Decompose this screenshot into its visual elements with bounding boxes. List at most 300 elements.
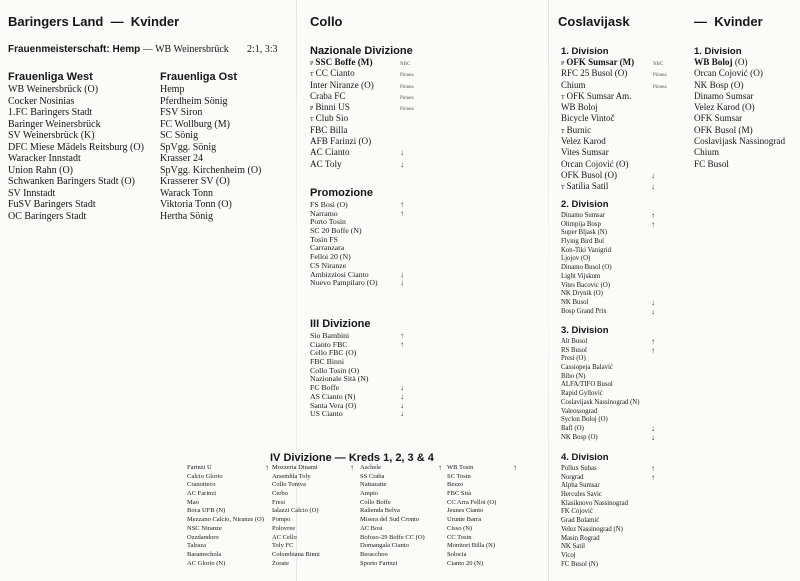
team-name: Masin Rograd	[561, 534, 600, 542]
team-entry	[310, 91, 420, 102]
team-entry	[187, 534, 267, 543]
team-name: AC Cianto	[310, 147, 350, 158]
team-name: AC Glorio (N)	[187, 559, 226, 567]
team-entry	[561, 125, 661, 136]
team-name: Velez Karod (O)	[694, 102, 755, 113]
team-name: Olimpija Bosp	[561, 220, 601, 228]
team-entry	[447, 525, 519, 534]
team-entry	[8, 142, 144, 154]
team-name: Mozzeria Dinami	[272, 464, 318, 471]
team-suffix: (O)	[732, 57, 748, 67]
team-entry	[8, 153, 144, 165]
team-name: AC Cello	[272, 533, 297, 541]
team-entry	[561, 354, 661, 363]
promotion-arrow-icon: ↑	[400, 339, 404, 349]
team-entry	[8, 107, 144, 119]
team-entry	[561, 415, 661, 424]
team-entry	[694, 159, 785, 170]
team-name: NK Bosp (O)	[561, 433, 598, 441]
team-entry	[160, 199, 261, 211]
team-name: Colombiana Binni	[272, 550, 320, 558]
team-name: Sio Bambini	[310, 331, 350, 340]
team-entry	[360, 551, 440, 560]
team-name: Tosin FS	[310, 234, 338, 244]
team-entry	[272, 534, 352, 543]
team-entry	[187, 490, 267, 499]
team-entry	[310, 278, 410, 287]
team-name: AC Toly	[310, 158, 342, 169]
team-entry	[447, 551, 519, 560]
team-entry	[187, 464, 267, 473]
team-entry	[694, 125, 785, 136]
team-entry	[272, 464, 352, 473]
team-entry	[8, 96, 144, 108]
team-entry	[310, 357, 410, 366]
team-entry	[561, 181, 661, 192]
team-entry	[447, 507, 519, 516]
team-entry	[8, 211, 144, 223]
coslavijask-header: Coslavijask	[558, 14, 630, 29]
relegation-arrow-icon: ↓	[651, 306, 655, 316]
team-name: Orcan Cojović (O)	[694, 68, 763, 79]
page-fold	[548, 0, 549, 581]
team-entry	[360, 507, 440, 516]
frauenliga-ost-title: Frauenliga Ost	[160, 71, 238, 83]
team-entry	[561, 228, 661, 237]
relegation-arrow-icon: ↓	[651, 182, 655, 192]
team-name: Ambizziosi Cianto	[310, 269, 369, 279]
team-name: SV Innstadt	[8, 187, 56, 199]
collo-header: Collo	[310, 14, 343, 29]
team-entry	[187, 525, 267, 534]
team-name: SV Weinersbrück (K)	[8, 130, 95, 141]
team-entry	[272, 516, 352, 525]
team-name: Alpha Sumsar	[561, 482, 600, 490]
team-entry	[310, 125, 420, 136]
team-entry	[310, 217, 410, 226]
team-entry	[694, 91, 785, 102]
team-entry	[310, 374, 410, 383]
team-entry	[8, 188, 144, 200]
team-entry	[187, 551, 267, 560]
team-name: Cisso (N)	[447, 524, 473, 532]
team-note: Pinnea	[400, 95, 414, 101]
team-entry	[360, 464, 440, 473]
team-entry	[310, 383, 410, 392]
team-name: Kon-Tiki Vanigrid	[561, 246, 612, 254]
team-entry	[694, 57, 785, 68]
team-name: Cianto 20 (N)	[447, 559, 484, 567]
team-name: Baramechola	[187, 550, 222, 558]
relegation-arrow-icon: ↓	[400, 269, 404, 279]
team-entry	[8, 165, 144, 177]
team-name: Coslavijask Nassinograd (N)	[561, 398, 640, 406]
team-name: Syclon Boloj (O)	[561, 416, 608, 424]
team-name: Union Rahn (O)	[8, 164, 73, 176]
promotion-arrow-icon: ↑	[400, 331, 404, 340]
promotion-arrow-icon: ↑	[651, 211, 655, 220]
team-name: Cocker Nosinias	[8, 95, 75, 107]
team-name: Boca UFB (N)	[187, 507, 226, 515]
team-entry	[310, 80, 420, 91]
team-name: Collo Boffe	[360, 498, 391, 506]
team-name: AS Cianto (N)	[310, 391, 356, 401]
team-entry	[310, 68, 420, 79]
frauenmeisterschaft-line	[8, 44, 229, 55]
team-entry	[561, 398, 661, 407]
team-entry	[561, 551, 661, 560]
team-entry	[187, 516, 267, 525]
team-entry	[694, 113, 785, 124]
team-entry	[561, 237, 661, 246]
team-entry	[310, 348, 410, 357]
team-name: Santa Vera (O)	[310, 400, 357, 410]
team-prefix: P	[310, 106, 314, 113]
team-name: FC Busol	[694, 158, 729, 169]
team-entry	[447, 464, 519, 473]
team-name: Velez Nassinograd (N)	[561, 525, 623, 533]
team-name: Chium	[561, 79, 586, 90]
team-name: NK Bosp (O)	[694, 79, 744, 90]
team-entry	[561, 147, 661, 158]
team-entry	[360, 473, 440, 482]
relegation-arrow-icon: ↓	[400, 391, 404, 401]
frauenmeisterschaft-score: 2:1, 3:3	[247, 44, 278, 55]
team-name: Polovree	[272, 524, 296, 532]
team-entry	[8, 130, 144, 142]
team-entry	[272, 551, 352, 560]
team-entry	[561, 433, 661, 442]
team-entry	[187, 507, 267, 516]
promotion-arrow-icon: ↑	[400, 200, 404, 209]
team-prefix: T	[310, 72, 314, 79]
team-entry	[310, 261, 410, 270]
team-name: Ralienda Belva	[360, 507, 400, 515]
team-name: FS Bosi (O)	[310, 200, 348, 209]
team-name: WB Boloj	[694, 57, 733, 67]
team-entry	[561, 307, 661, 316]
team-entry	[310, 340, 410, 349]
team-entry	[187, 481, 267, 490]
team-name: Hertha Sönig	[160, 210, 214, 222]
team-name: Nazionale Sità (N)	[310, 374, 369, 384]
team-prefix: T	[561, 94, 565, 101]
terza-list	[310, 331, 410, 418]
team-entry	[447, 542, 519, 551]
team-entry	[272, 560, 352, 569]
team-entry	[561, 481, 661, 490]
team-name: NK Drynik (O)	[561, 290, 603, 298]
team-entry	[561, 246, 661, 255]
team-entry	[694, 68, 785, 79]
team-name: Misera del Sud Cronto	[360, 516, 420, 524]
relegation-arrow-icon: ↓	[400, 409, 404, 419]
team-name: FC Boffe	[310, 383, 340, 393]
team-name: Cerbo	[272, 490, 288, 498]
team-name: Burnic	[566, 124, 592, 135]
team-name: Binni US	[315, 102, 350, 113]
team-note: Pinnea	[400, 84, 414, 90]
team-name: AC Farinzi	[187, 490, 217, 498]
nazionale-list	[310, 57, 420, 170]
team-name: US Cianto	[310, 409, 343, 419]
team-name: FC Busol (N)	[561, 560, 599, 568]
team-entry	[561, 464, 661, 473]
team-name: Satilia Satil	[566, 181, 609, 192]
team-name: CC Arra Felloi (O)	[447, 498, 497, 506]
frauenliga-west-title: Frauenliga West	[8, 71, 93, 83]
team-name: OFK Sumsar (M)	[566, 57, 635, 67]
team-entry	[561, 424, 661, 433]
team-entry	[561, 211, 661, 220]
team-entry	[561, 473, 661, 482]
team-entry	[561, 159, 661, 170]
team-name: Dinamo Sumsar	[561, 212, 605, 219]
team-entry	[310, 331, 410, 340]
team-name: Orcan Cojović (O)	[561, 158, 629, 169]
team-name: Vites Sumsar	[561, 147, 609, 158]
team-entry	[310, 401, 410, 410]
team-entry	[561, 542, 661, 551]
team-entry	[561, 507, 661, 516]
team-entry	[561, 289, 661, 298]
team-entry	[561, 407, 661, 416]
team-name: Velez Karod	[561, 136, 606, 147]
team-name: Hemp	[160, 84, 185, 95]
kvinder-div1-title: 1. Division	[694, 46, 742, 57]
team-entry	[8, 199, 144, 211]
team-name: Nuevo Pampilaro (O)	[310, 278, 378, 288]
team-name: AFB Farinzi (O)	[310, 136, 372, 147]
team-entry	[272, 481, 352, 490]
team-entry	[561, 372, 661, 381]
team-name: NK Satil	[561, 543, 585, 551]
team-name: Pompo	[272, 516, 291, 524]
team-name: OFK Busol (M)	[694, 124, 753, 135]
team-name: Light Vijskum	[561, 272, 601, 280]
baringers-header: Baringers Land — Kvinder	[8, 14, 180, 29]
team-entry	[694, 80, 785, 91]
team-entry	[160, 176, 261, 188]
team-prefix: T	[561, 128, 565, 135]
promotion-arrow-icon: ↑	[265, 463, 269, 472]
team-entry	[160, 107, 261, 119]
team-entry	[561, 263, 661, 272]
team-name: Nattazatte	[360, 481, 387, 489]
team-entry	[561, 389, 661, 398]
team-name: Craba FC	[310, 90, 346, 101]
team-entry	[360, 499, 440, 508]
terza-title: III Divizione	[310, 318, 371, 330]
team-name: Pferdheim Sönig	[160, 95, 228, 107]
team-entry	[561, 57, 664, 68]
team-name: Ozzdandoro	[187, 533, 219, 541]
team-name: Viktoria Tonn (O)	[160, 199, 232, 210]
team-name: Mao	[187, 498, 199, 506]
team-name: FuSV Baringers Stadt	[8, 199, 96, 210]
team-entry	[561, 363, 661, 372]
team-entry	[160, 84, 261, 96]
team-entry	[360, 516, 440, 525]
team-entry	[310, 200, 410, 209]
team-entry	[360, 534, 440, 543]
team-name: Coslavijask Nassinograd	[694, 136, 786, 147]
team-name: WB Boloj	[561, 102, 598, 113]
kvinder-header: — Kvinder	[694, 14, 763, 29]
team-name: Zorate	[272, 559, 289, 567]
team-entry	[561, 254, 661, 263]
team-entry	[310, 136, 420, 147]
promotion-arrow-icon: ↑	[651, 472, 655, 482]
team-entry	[561, 337, 661, 346]
team-entry	[561, 170, 661, 181]
team-name: FBC Binni	[310, 357, 345, 367]
team-entry	[8, 119, 144, 131]
team-name: Solocia	[447, 550, 467, 558]
team-name: Sporto Farinzi	[360, 559, 398, 567]
team-entry	[160, 119, 261, 131]
nazionale-title: Nazionale Divizione	[310, 45, 413, 57]
team-name: Mezzano Calcio, Niranze (O)	[187, 516, 264, 524]
team-name: WB Tosin	[447, 464, 474, 471]
team-note: Pinnea	[653, 73, 667, 79]
team-entry	[187, 542, 267, 551]
quarta-col1	[187, 464, 267, 568]
team-entry	[447, 490, 519, 499]
team-name: Presi (O)	[561, 355, 586, 363]
team-name: Club Sio	[315, 113, 349, 124]
cos-div4-title: 4. Division	[561, 452, 609, 463]
team-entry	[360, 560, 440, 569]
promotion-arrow-icon: ↑	[350, 463, 354, 472]
team-entry	[694, 102, 785, 113]
team-name: Valeossograd	[561, 407, 598, 415]
team-name: Cassiopeja Balavić	[561, 364, 613, 372]
team-entry	[272, 473, 352, 482]
team-name: SpVgg. Kirchenheim (O)	[160, 164, 262, 176]
frauenmeisterschaft-label: Frauenmeisterschaft: Hemp	[8, 44, 141, 55]
relegation-arrow-icon: ↓	[400, 400, 404, 410]
team-name: RFC 25 Busol (O)	[561, 68, 628, 79]
team-name: Schwanken Baringers Stadt (O)	[8, 176, 135, 187]
team-name: Inter Niranze (O)	[310, 79, 374, 90]
team-entry	[310, 113, 420, 124]
team-name: Dinamo Sumsar	[694, 90, 754, 101]
team-entry	[272, 542, 352, 551]
team-name: Bafl (O)	[561, 424, 584, 432]
team-name: Chium	[694, 147, 720, 158]
team-name: CC Tosin	[447, 533, 472, 541]
team-name: SC Tosin	[447, 472, 471, 480]
relegation-arrow-icon: ↓	[651, 170, 655, 180]
team-name: Cianto FBC	[310, 339, 348, 349]
team-entry	[561, 516, 661, 525]
cos-div3-list	[561, 337, 661, 441]
team-name: Collo Toniva	[272, 481, 306, 489]
frauenliga-ost-list	[160, 84, 261, 222]
team-entry	[561, 220, 661, 229]
team-entry	[310, 57, 420, 68]
team-entry	[187, 499, 267, 508]
relegation-arrow-icon: ↓	[651, 297, 655, 307]
team-name: Bibo (N)	[561, 372, 586, 380]
team-name: Farinzi U	[187, 464, 212, 471]
team-note: NBC	[400, 62, 411, 67]
team-entry	[160, 130, 261, 142]
team-entry	[187, 473, 267, 482]
cos-div2-title: 2. Division	[561, 199, 609, 210]
team-entry	[8, 176, 144, 188]
team-entry	[561, 499, 661, 508]
team-name: SC 20 Boffe (N)	[310, 226, 362, 236]
team-entry	[310, 102, 420, 113]
team-entry	[160, 142, 261, 154]
team-entry	[360, 542, 440, 551]
team-name: Krasser 24	[160, 153, 204, 164]
team-entry	[160, 153, 261, 165]
team-note: Pinnea	[400, 107, 414, 113]
team-note: Pinnea	[400, 73, 414, 79]
team-name: NK Busol	[561, 298, 589, 306]
team-entry	[272, 490, 352, 499]
team-entry	[160, 188, 261, 200]
relegation-arrow-icon: ↓	[400, 383, 404, 393]
team-name: SC Sönig	[160, 130, 199, 141]
team-name: Klasiknovo Nassinograd	[561, 499, 629, 507]
team-entry	[187, 560, 267, 569]
team-entry	[447, 473, 519, 482]
team-entry	[272, 507, 352, 516]
team-name: Collo Tosin (O)	[310, 365, 360, 375]
promotion-arrow-icon: ↑	[513, 463, 517, 472]
team-entry	[447, 481, 519, 490]
team-prefix: T	[310, 117, 314, 124]
team-name: Calcio Glorio	[187, 472, 223, 480]
team-name: Waracker Innstadt	[8, 153, 81, 164]
team-entry	[561, 380, 661, 389]
team-entry	[561, 298, 661, 307]
team-entry	[160, 96, 261, 108]
team-entry	[310, 252, 410, 261]
team-prefix: T	[561, 185, 565, 192]
team-name: Ampio	[360, 490, 379, 498]
cos-div3-title: 3. Division	[561, 325, 609, 336]
team-name: Jeunes Cianto	[447, 507, 484, 515]
team-entry	[561, 272, 661, 281]
cos-div1-title: 1. Division	[561, 46, 609, 57]
team-name: DFC Miese Mädels Reitsburg (O)	[8, 141, 144, 153]
team-entry	[310, 235, 410, 244]
team-entry	[360, 481, 440, 490]
team-name: ALFA/TIFO Busol	[561, 381, 613, 389]
team-name: Norgrad	[561, 473, 584, 481]
promotion-arrow-icon: ↑	[400, 208, 404, 218]
team-name: Ialazzi Calcio (O)	[272, 507, 319, 515]
team-name: Felloi 20 (N)	[310, 252, 351, 262]
team-name: Super Bljask (N)	[561, 229, 608, 237]
quarta-title: IV Divizione — Kreds 1, 2, 3 & 4	[270, 452, 434, 464]
team-entry	[561, 534, 661, 543]
team-entry	[360, 525, 440, 534]
team-entry	[310, 392, 410, 401]
team-entry	[160, 165, 261, 177]
team-name: Fresi	[272, 498, 285, 506]
team-name: Cranotteco	[187, 481, 216, 489]
promotion-arrow-icon: ↑	[651, 345, 655, 355]
team-note: Pinnea	[653, 84, 667, 90]
team-entry	[561, 525, 661, 534]
team-entry	[310, 409, 410, 418]
